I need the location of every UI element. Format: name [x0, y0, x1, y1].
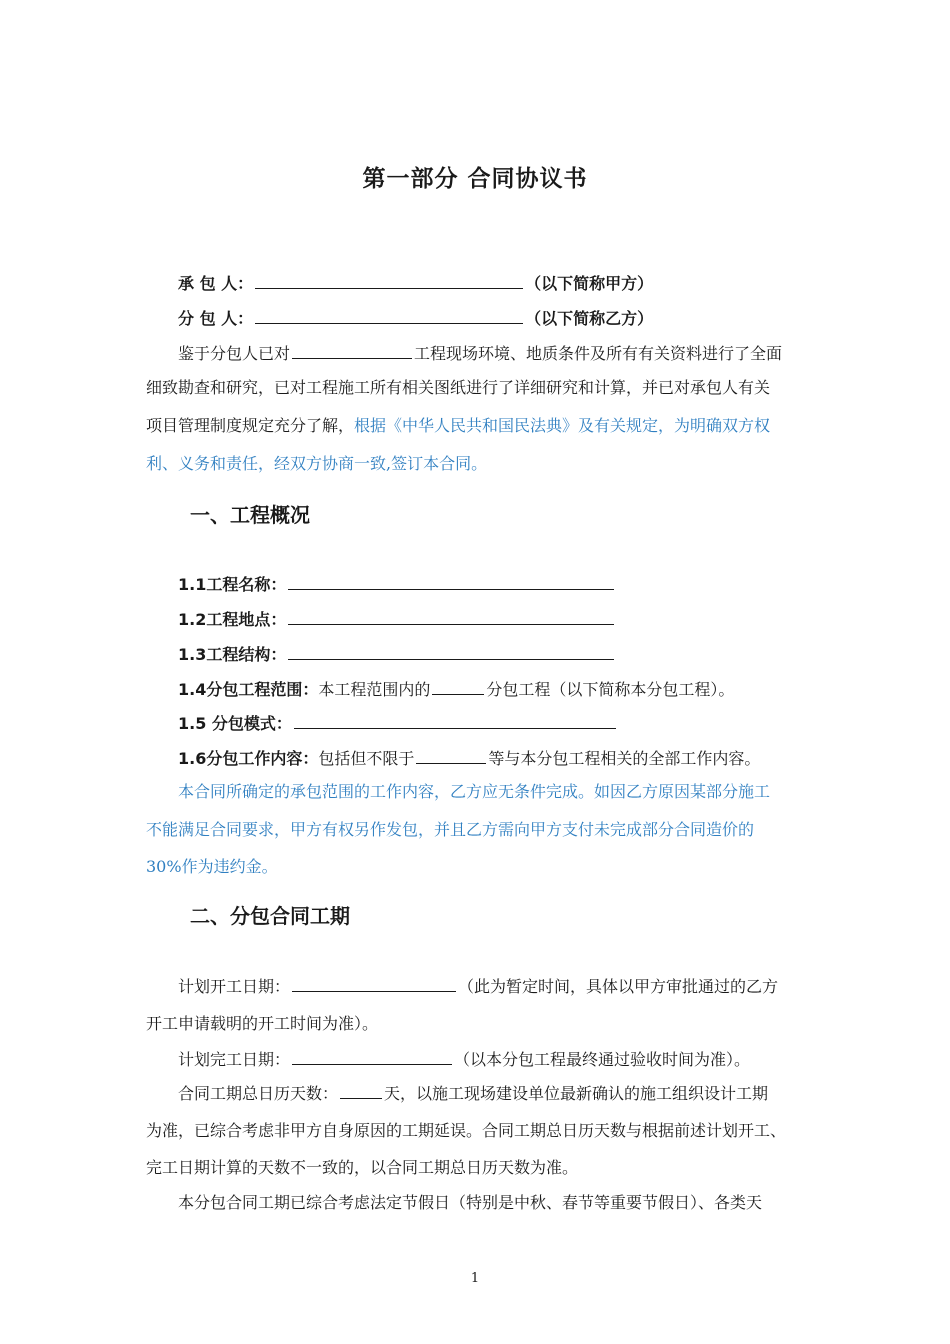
end-date-label: 计划完工日期： — [178, 1050, 291, 1069]
item-1-4 — [178, 677, 848, 702]
contractor-blank[interactable] — [255, 271, 523, 289]
note-line-1: 本合同所确定的承包范围的工作内容，乙方应无条件完成。如因乙方原因某部分施工 — [178, 782, 771, 801]
end-date-blank[interactable] — [292, 1047, 452, 1065]
subcontractor-label: 分 包 人： — [178, 309, 254, 328]
item-1-2 — [178, 607, 848, 632]
intro-text: 项目管理制度规定充分了解， — [146, 416, 355, 435]
total-days-label: 合同工期总日历天数： — [178, 1084, 339, 1103]
work-content-blank[interactable] — [416, 746, 486, 764]
intro-text-highlight: 根据《中华人民共和国民法典》及有关规定，为明确双方权 — [354, 416, 771, 435]
item-label: 1.6分包工作内容： — [178, 749, 319, 768]
total-days-line-2: 为准，已综合考虑非甲方自身原因的工期延误。合同工期总日历天数与根据前述计划开工、 — [146, 1121, 787, 1140]
project-location-blank[interactable] — [288, 607, 614, 625]
item-label: 1.4分包工程范围： — [178, 680, 319, 699]
end-date-note: （以本分包工程最终通过验收时间为准）。 — [454, 1050, 751, 1069]
intro-text: 工程现场环境、地质条件及所有有关资料进行了全面 — [414, 344, 783, 363]
item-text: 本工程范围内的 — [318, 680, 431, 699]
subcontractor-blank[interactable] — [255, 306, 523, 324]
item-1-5 — [178, 711, 848, 736]
total-days-note: 天，以施工现场建设单位最新确认的施工组织设计工期 — [384, 1084, 769, 1103]
item-label: 1.3工程结构： — [178, 645, 287, 664]
section-1-heading: 一、工程概况 — [190, 503, 310, 527]
holiday-line: 本分包合同工期已综合考虑法定节假日（特别是中秋、春节等重要节假日）、各类天 — [178, 1193, 763, 1212]
start-date-note: （此为暂定时间，具体以甲方审批通过的乙方 — [458, 977, 779, 996]
total-days-blank[interactable] — [340, 1081, 382, 1099]
item-label: 1.2工程地点： — [178, 610, 287, 629]
scope-blank[interactable] — [432, 677, 484, 695]
intro-line-1 — [178, 341, 848, 366]
item-label: 1.5 分包模式： — [178, 714, 292, 733]
item-1-1 — [178, 572, 848, 597]
document-title: 第一部分 合同协议书 — [362, 166, 588, 192]
intro-line-3 — [146, 414, 816, 438]
page-number: 1 — [470, 1271, 480, 1286]
contractor-suffix: （以下简称甲方） — [525, 274, 654, 293]
start-date-blank[interactable] — [292, 974, 456, 992]
item-text: 分包工程（以下简称本分包工程）。 — [486, 680, 735, 699]
project-structure-blank[interactable] — [288, 642, 614, 660]
mode-blank[interactable] — [294, 711, 616, 729]
end-date-line — [178, 1047, 848, 1072]
start-date-label: 计划开工日期： — [178, 977, 291, 996]
note-line-2: 不能满足合同要求，甲方有权另作发包，并且乙方需向甲方支付未完成部分合同造价的 — [146, 820, 755, 839]
item-1-3 — [178, 642, 848, 667]
note-line-3: 30%作为违约金。 — [146, 857, 278, 876]
item-label: 1.1工程名称： — [178, 575, 287, 594]
contractor-line — [178, 271, 848, 296]
intro-line-4: 利、义务和责任，经双方协商一致,签订本合同。 — [146, 454, 488, 473]
start-date-line-2: 开工申请载明的开工时间为准）。 — [146, 1014, 379, 1033]
intro-text: 鉴于分包人已对 — [178, 344, 291, 363]
project-blank[interactable] — [292, 341, 412, 359]
item-1-6 — [178, 746, 848, 771]
item-text: 等与本分包工程相关的全部工作内容。 — [488, 749, 761, 768]
total-days-line — [178, 1081, 848, 1106]
intro-line-2: 细致勘查和研究，已对工程施工所有相关图纸进行了详细研究和计算，并已对承包人有关 — [146, 378, 771, 397]
contractor-label: 承 包 人： — [178, 274, 254, 293]
subcontractor-line — [178, 306, 848, 331]
project-name-blank[interactable] — [288, 572, 614, 590]
section-2-heading: 二、分包合同工期 — [190, 904, 350, 928]
item-text: 包括但不限于 — [318, 749, 415, 768]
start-date-line — [178, 974, 848, 999]
total-days-line-3: 完工日期计算的天数不一致的，以合同工期总日历天数为准。 — [146, 1158, 579, 1177]
subcontractor-suffix: （以下简称乙方） — [525, 309, 654, 328]
